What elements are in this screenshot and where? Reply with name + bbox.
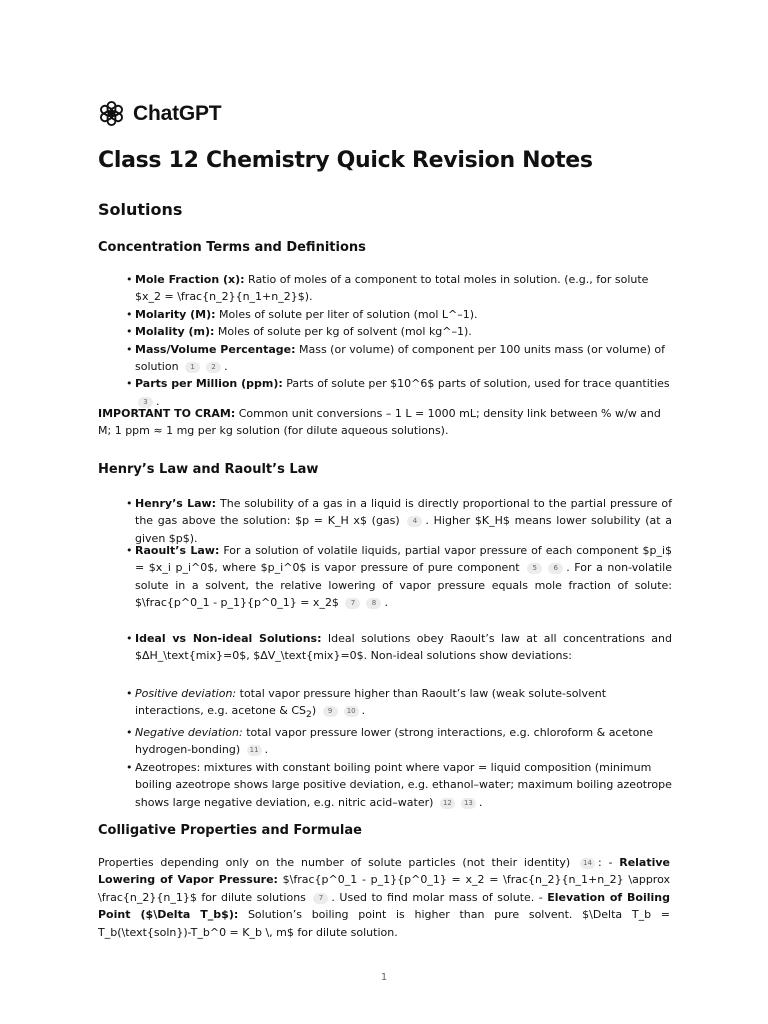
punctuation: . xyxy=(156,394,160,408)
list-item xyxy=(126,271,672,306)
list-item xyxy=(126,341,672,376)
deviation-label: Negative deviation: xyxy=(135,726,243,739)
page-number: 1 xyxy=(380,972,388,983)
concentration-list xyxy=(126,271,672,410)
term-text: . Higher $K_H$ means lower solubility (at a given $p$). xyxy=(135,514,673,545)
term-label: Parts per Million (ppm): xyxy=(135,377,283,391)
punctuation: . xyxy=(361,704,366,718)
term-text: Ratio of moles of a component to total moles in solution. (e.g., for solute $x_2 = \frac{n_2}{n_1+n_2}$). xyxy=(135,273,649,304)
list-item xyxy=(126,542,672,612)
colligative-paragraph xyxy=(98,854,670,941)
deviation-label: Positive deviation: xyxy=(135,687,237,700)
citation-badge[interactable]: 2 xyxy=(206,362,221,373)
list-item xyxy=(126,495,672,547)
paragraph-text: $\frac{p^0_1 - p_1}{p^0_1} = x_2 = \frac{n_2}{n_1+n_2} \approx \frac{n_2}{n_1}$ for dilute solutions xyxy=(98,873,670,904)
punctuation: . xyxy=(264,743,269,757)
page-title: Class 12 Chemistry Quick Revision Notes xyxy=(98,148,593,173)
subscript: 2 xyxy=(306,709,312,721)
citation-badge[interactable]: 8 xyxy=(366,598,381,609)
term-label: Mass/Volume Percentage: xyxy=(135,342,296,356)
section-heading: Solutions xyxy=(98,200,183,219)
term-label: Raoult’s Law: xyxy=(135,544,220,557)
important-text: Common unit conversions – 1 L = 1000 mL; density link between % w/w and M; 1 ppm ≈ 1 mg per kg solution (for dilute aqueous solutions). xyxy=(98,407,661,438)
term-text: Mass (or volume) of component per 100 units mass (or volume) of solution xyxy=(135,342,665,374)
brand-name: ChatGPT xyxy=(133,101,222,125)
term-text: . For a non-volatile solute in a solvent, the relative lowering of vapor pressure equals mole fraction of solute: $\frac{p^0_1 - p_1}{p^0_1} = x_2$ xyxy=(135,561,672,610)
paragraph-text: . Used to find molar mass of solute. - xyxy=(331,890,548,904)
term-text: For a solution of volatile liquids, partial vapor pressure of each component $p_i$ = $x_i p_i^0$, where $p_i^0$ is vapor pressure of pure component xyxy=(135,544,672,575)
term-label: Molarity (M): xyxy=(135,307,216,321)
ideal-solutions-list xyxy=(126,630,672,665)
bold-term: Relative Lowering of Vapor Pressure: xyxy=(98,856,671,887)
term-text: Ideal solutions obey Raoult’s law at all concentrations and $ΔH_\text{mix}=0$, $ΔV_\text{mix}=0$. Non-ideal solutions show deviations: xyxy=(135,632,673,663)
citation-badge[interactable]: 10 xyxy=(344,706,359,717)
important-label: IMPORTANT TO CRAM: xyxy=(98,407,236,420)
term-label: Molality (m): xyxy=(135,325,215,339)
term-text: Parts of solute per $10^6$ parts of solution, used for trace quantities xyxy=(282,377,670,391)
citation-badge[interactable]: 14 xyxy=(580,858,595,869)
colligative-heading: Colligative Properties and Formulae xyxy=(98,823,362,838)
deviation-text: total vapor pressure higher than Raoult’s law (weak solute-solvent interactions, e.g. acetone & CS xyxy=(135,687,607,718)
deviation-text: ) xyxy=(311,704,317,718)
term-text: Moles of solute per liter of solution (mol L^–1). xyxy=(215,307,478,321)
paragraph-text: Properties depending only on the number of solute particles (not their identity) xyxy=(98,856,571,869)
citation-badge[interactable]: 5 xyxy=(527,563,542,574)
term-text: The solubility of a gas in a liquid is directly proportional to the partial pressure of the gas above the solution: $p = K_H x$ (gas) xyxy=(135,497,672,528)
term-label: Ideal vs Non-ideal Solutions: xyxy=(135,632,322,645)
henry-law-list xyxy=(126,495,672,547)
punctuation: . xyxy=(224,360,228,374)
brand-header xyxy=(98,100,221,127)
citation-badge[interactable]: 3 xyxy=(138,397,153,408)
concentration-heading: Concentration Terms and Definitions xyxy=(98,240,366,255)
list-item xyxy=(126,630,672,665)
henry-raoult-heading: Henry’s Law and Raoult’s Law xyxy=(98,462,319,477)
citation-badge[interactable]: 1 xyxy=(185,362,200,373)
bold-term: Elevation of Boiling Point ($\Delta T_b$): xyxy=(98,890,671,922)
paragraph-text: Solution’s boiling point is higher than pure solvent. $\Delta T_b = T_b(\text{soln})-T_b^0 = K_b \, m$ for dilute solution. xyxy=(98,908,670,939)
citation-badge[interactable]: 7 xyxy=(345,598,360,609)
punctuation: . xyxy=(478,795,483,809)
term-label: Henry’s Law: xyxy=(135,497,217,510)
list-item xyxy=(126,724,672,759)
deviation-list xyxy=(126,685,672,811)
term-text: Moles of solute per kg of solvent (mol kg^–1). xyxy=(214,325,472,339)
citation-badge[interactable]: 6 xyxy=(548,563,563,574)
list-item xyxy=(126,323,672,340)
paragraph-text: : - xyxy=(597,856,620,869)
citation-badge[interactable]: 11 xyxy=(247,745,262,756)
openai-logo-icon xyxy=(98,100,125,127)
deviation-text: total vapor pressure lower (strong interactions, e.g. chloroform & acetone hydrogen-bonding) xyxy=(135,726,654,757)
list-item xyxy=(126,759,672,811)
citation-badge[interactable]: 4 xyxy=(407,516,422,527)
citation-badge[interactable]: 9 xyxy=(323,706,338,717)
important-note xyxy=(98,405,670,440)
citation-badge[interactable]: 13 xyxy=(461,798,476,809)
citation-badge[interactable]: 7 xyxy=(313,893,328,904)
raoult-law-list xyxy=(126,542,672,612)
punctuation: . xyxy=(384,596,388,610)
term-label: Mole Fraction (x): xyxy=(135,273,245,286)
list-item xyxy=(126,306,672,323)
list-item xyxy=(126,685,672,724)
citation-badge[interactable]: 12 xyxy=(440,798,455,809)
azeotrope-text: Azeotropes: mixtures with constant boiling point where vapor = liquid composition (minimum boiling azeotrope shows large positive deviation, e.g. ethanol–water; maximum boiling azeotrope shows large negative deviation, e.g. nitric acid–water) xyxy=(135,760,672,809)
